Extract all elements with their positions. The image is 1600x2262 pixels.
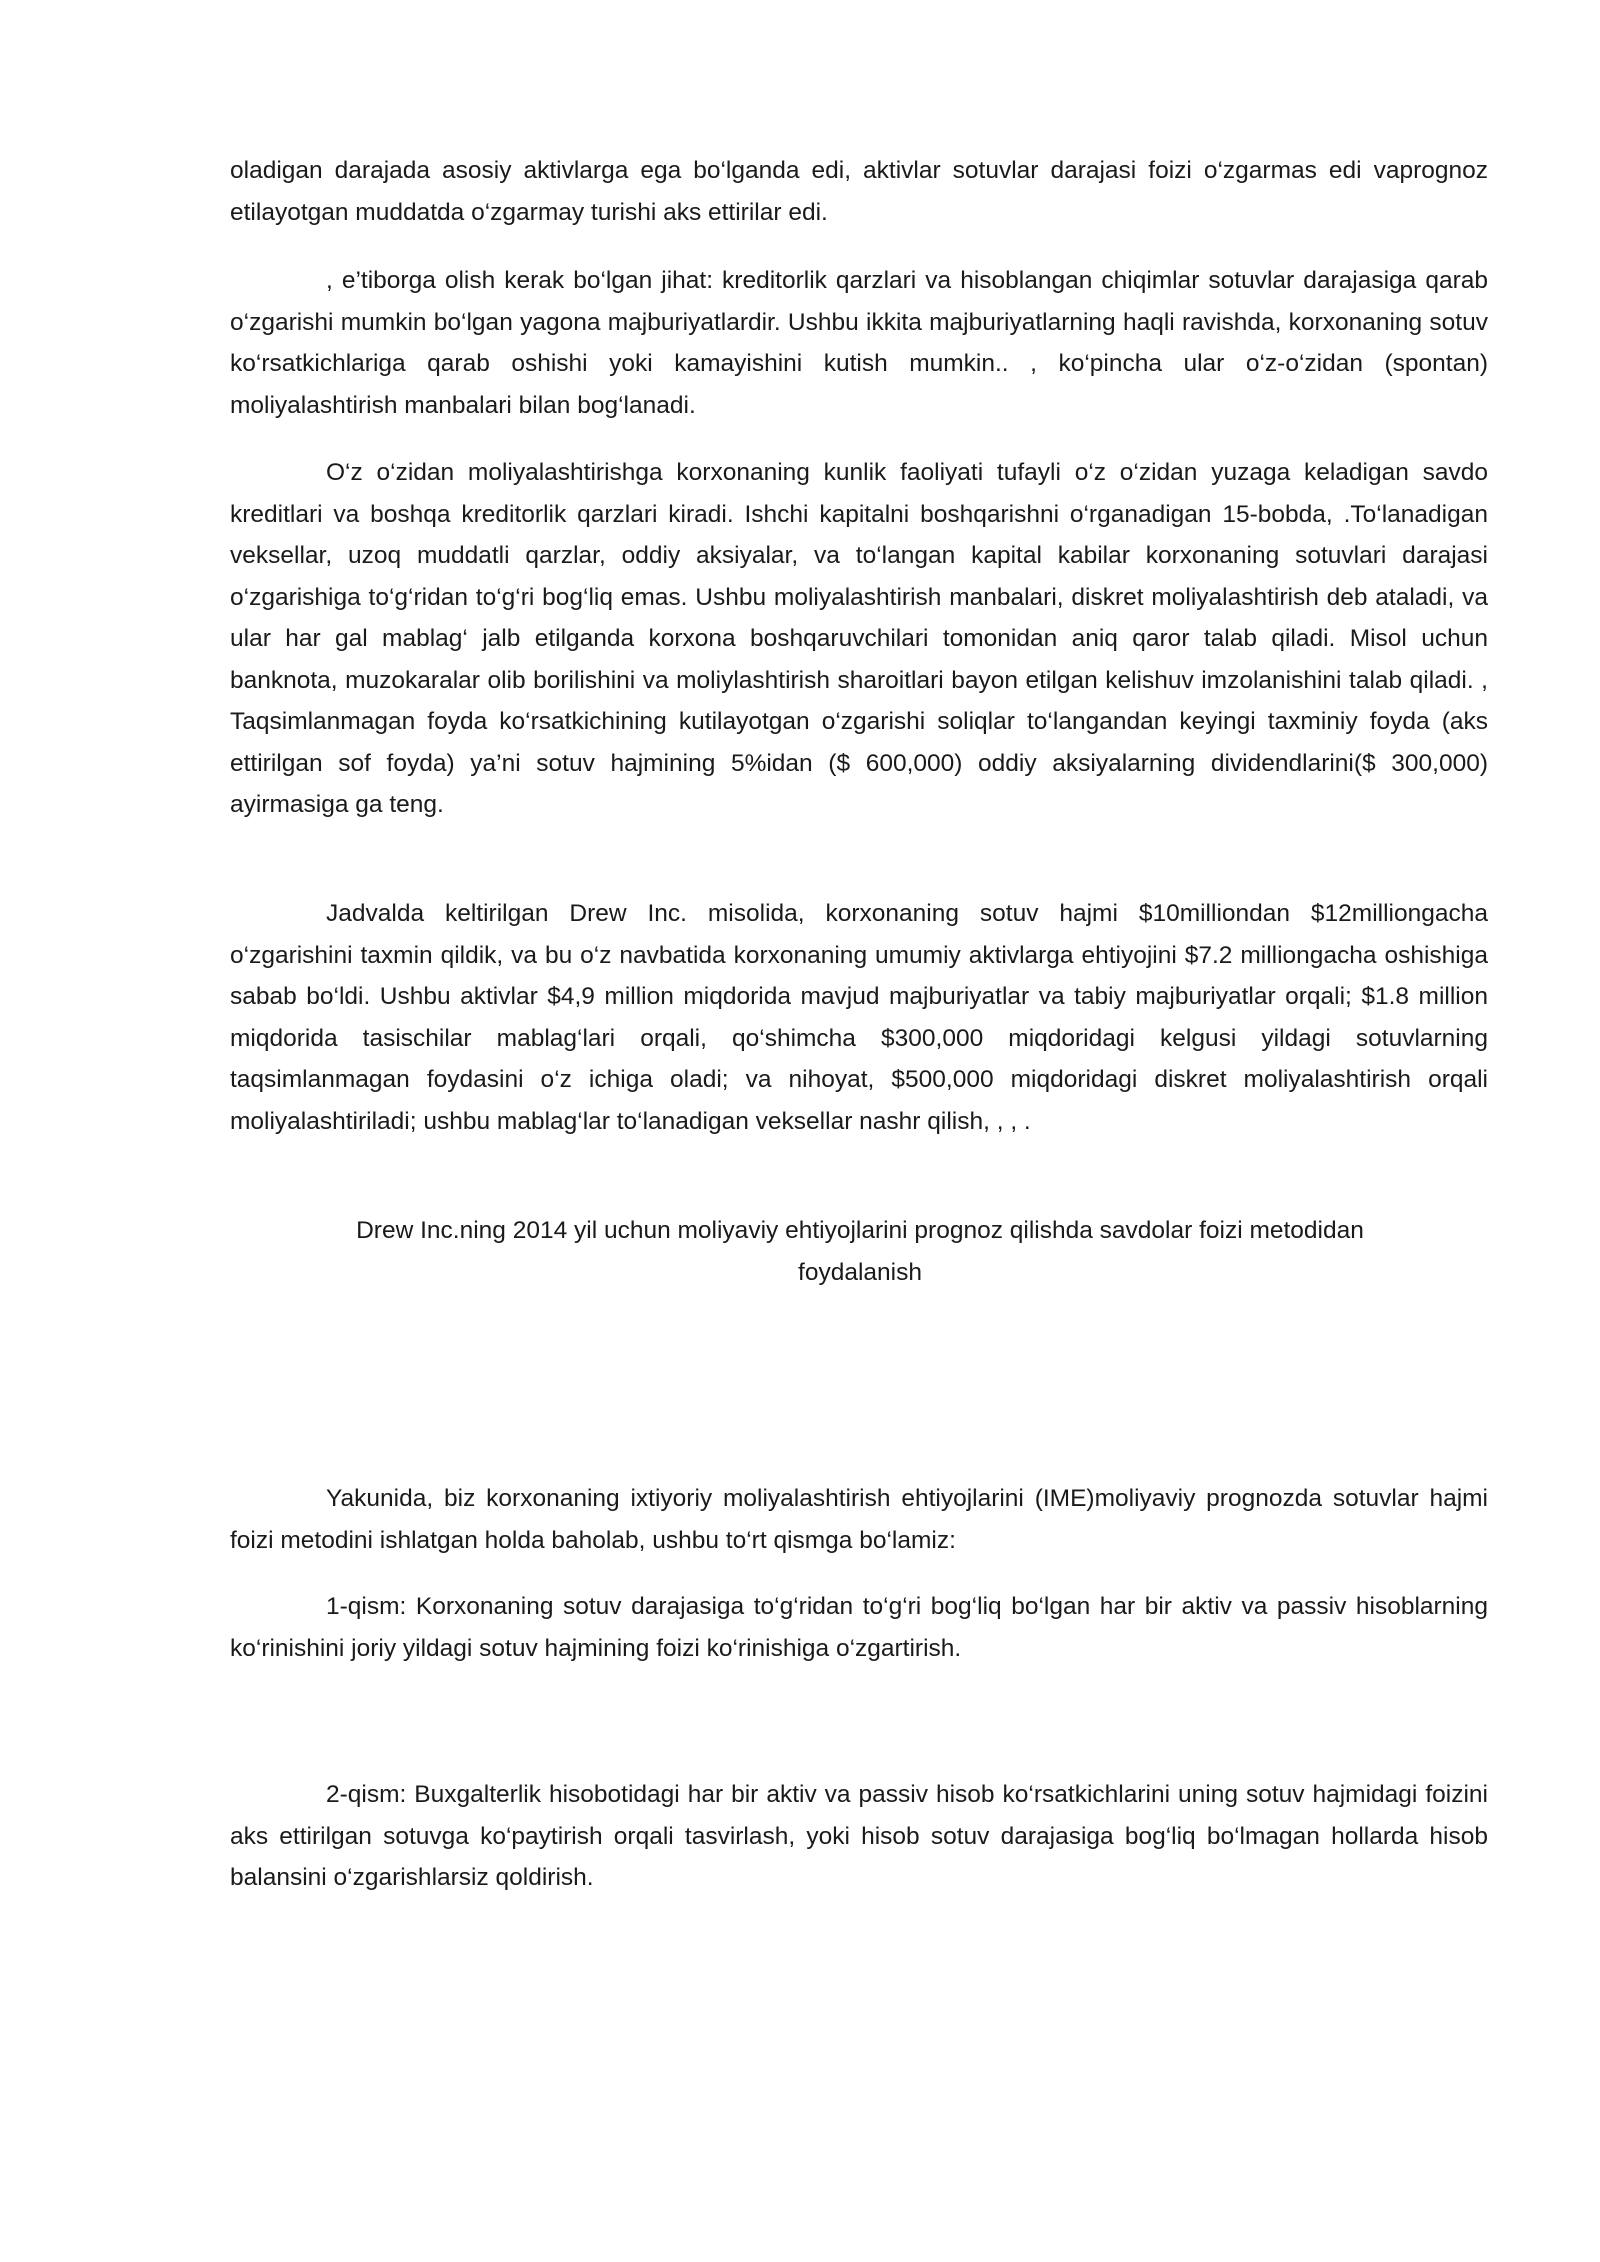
paragraph-assets-intro: oladigan darajada asosiy aktivlarga ega bo‘lganda edi, aktivlar sotuvlar darajasi foizi o‘zgarmas edi vaprognoz etilayotgan muddatda o‘zgarmay turishi aks ettirilar edi. (230, 157, 1488, 226)
paragraph-drew-example: Jadvalda keltirilgan Drew Inc. misolida, korxonaning sotuv hajmi $10milliondan $12milliongacha o‘zgarishini taxmin qildik, va bu o‘z navbatida korxonaning umumiy aktivlarga ehtiyojini $7.2 milliongacha oshishiga sabab bo‘ldi. Ushbu aktivlar $4,9 million miqdorida mavjud majburiyatlar va tabiy majburiyatlar orqali; $1.8 million miqdorida tasischilar mablag‘lari orqali, qo‘shimcha $300,000 miqdoridagi kelgusi yildagi sotuvlarning taqsimlanmagan foydasini o‘z ichiga oladi; va nihoyat, $500,000 miqdoridagi diskret moliyalashtirish orqali moliyalashtiriladi; ushbu mablag‘lar to‘lanadigan veksellar nashr qilish, , , . (230, 900, 1488, 1135)
table-caption: Drew Inc.ning 2014 yil uchun moliyaviy ehtiyojlarini prognoz qilishda savdolar foizi metodidan foydalanish (356, 1217, 1364, 1286)
paragraph-part-1: 1-qism: Korxonaning sotuv darajasiga to‘g‘ridan to‘g‘ri bog‘liq bo‘lgan har bir aktiv va passiv hisoblarning ko‘rinishini joriy yildagi sotuv hajmining foizi ko‘rinishiga o‘zgartirish. (230, 1593, 1488, 1662)
paragraph-discrete-financing: O‘z o‘zidan moliyalashtirishga korxonaning kunlik faoliyati tufayli o‘z o‘zidan yuzaga keladigan savdo kreditlari va boshqa kreditorlik qarzlari kiradi. Ishchi kapitalni boshqarishni o‘rganadigan 15-bobda, .To‘lanadigan veksellar, uzoq muddatli qarzlar, oddiy aksiyalar, va to‘langan kapital kabilar korxonaning sotuvlari darajasi o‘zgarishiga to‘g‘ridan to‘g‘ri bog‘liq emas. Ushbu moliyalashtirish manbalari, diskret moliyalashtirish deb ataladi, va ular har gal mablag‘ jalb etilganda korxona boshqaruvchilari tomonidan aniq qaror talab qiladi. Misol uchun banknota, muzokaralar olib borilishini va moliylashtirish sharoitlari bayon etilgan kelishuv imzolanishini talab qiladi. , Taqsimlanmagan foyda ko‘rsatkichining kutilayotgan o‘zgarishi soliqlar to‘langandan keyingi taxminiy foyda (aks ettirilgan sof foyda) ya’ni sotuv hajmining 5%idan ($ 600,000) oddiy aksiyalarning dividendlarini($ 300,000) ayirmasiga ga teng. (230, 459, 1488, 818)
paragraph-conclusion: Yakunida, biz korxonaning ixtiyoriy moliyalashtirish ehtiyojlarini (IME)moliyaviy prognozda sotuvlar hajmi foizi metodini ishlatgan holda baholab, ushbu to‘rt qismga bo‘lamiz: (230, 1485, 1488, 1554)
paragraph-part-2: 2-qism: Buxgalterlik hisobotidagi har bir aktiv va passiv hisob ko‘rsatkichlarini uning sotuv hajmidagi foizini aks ettirilgan sotuvga ko‘paytirish orqali tasvirlash, yoki hisob sotuv darajasiga bog‘liq bo‘lmagan hollarda hisob balansini o‘zgarishlarsiz qoldirish. (230, 1781, 1488, 1891)
paragraph-spontaneous-liabilities: , e’tiborga olish kerak bo‘lgan jihat: kreditorlik qarzlari va hisoblangan chiqimlar sotuvlar darajasiga qarab o‘zgarishi mumkin bo‘lgan yagona majburiyatlardir. Ushbu ikkita majburiyatlarning haqli ravishda, korxonaning sotuv ko‘rsatkichlariga qarab oshishi yoki kamayishini kutish mumkin.. , ko‘pincha ular o‘z-o‘zidan (spontan) moliyalashtirish manbalari bilan bog‘lanadi. (230, 267, 1488, 419)
